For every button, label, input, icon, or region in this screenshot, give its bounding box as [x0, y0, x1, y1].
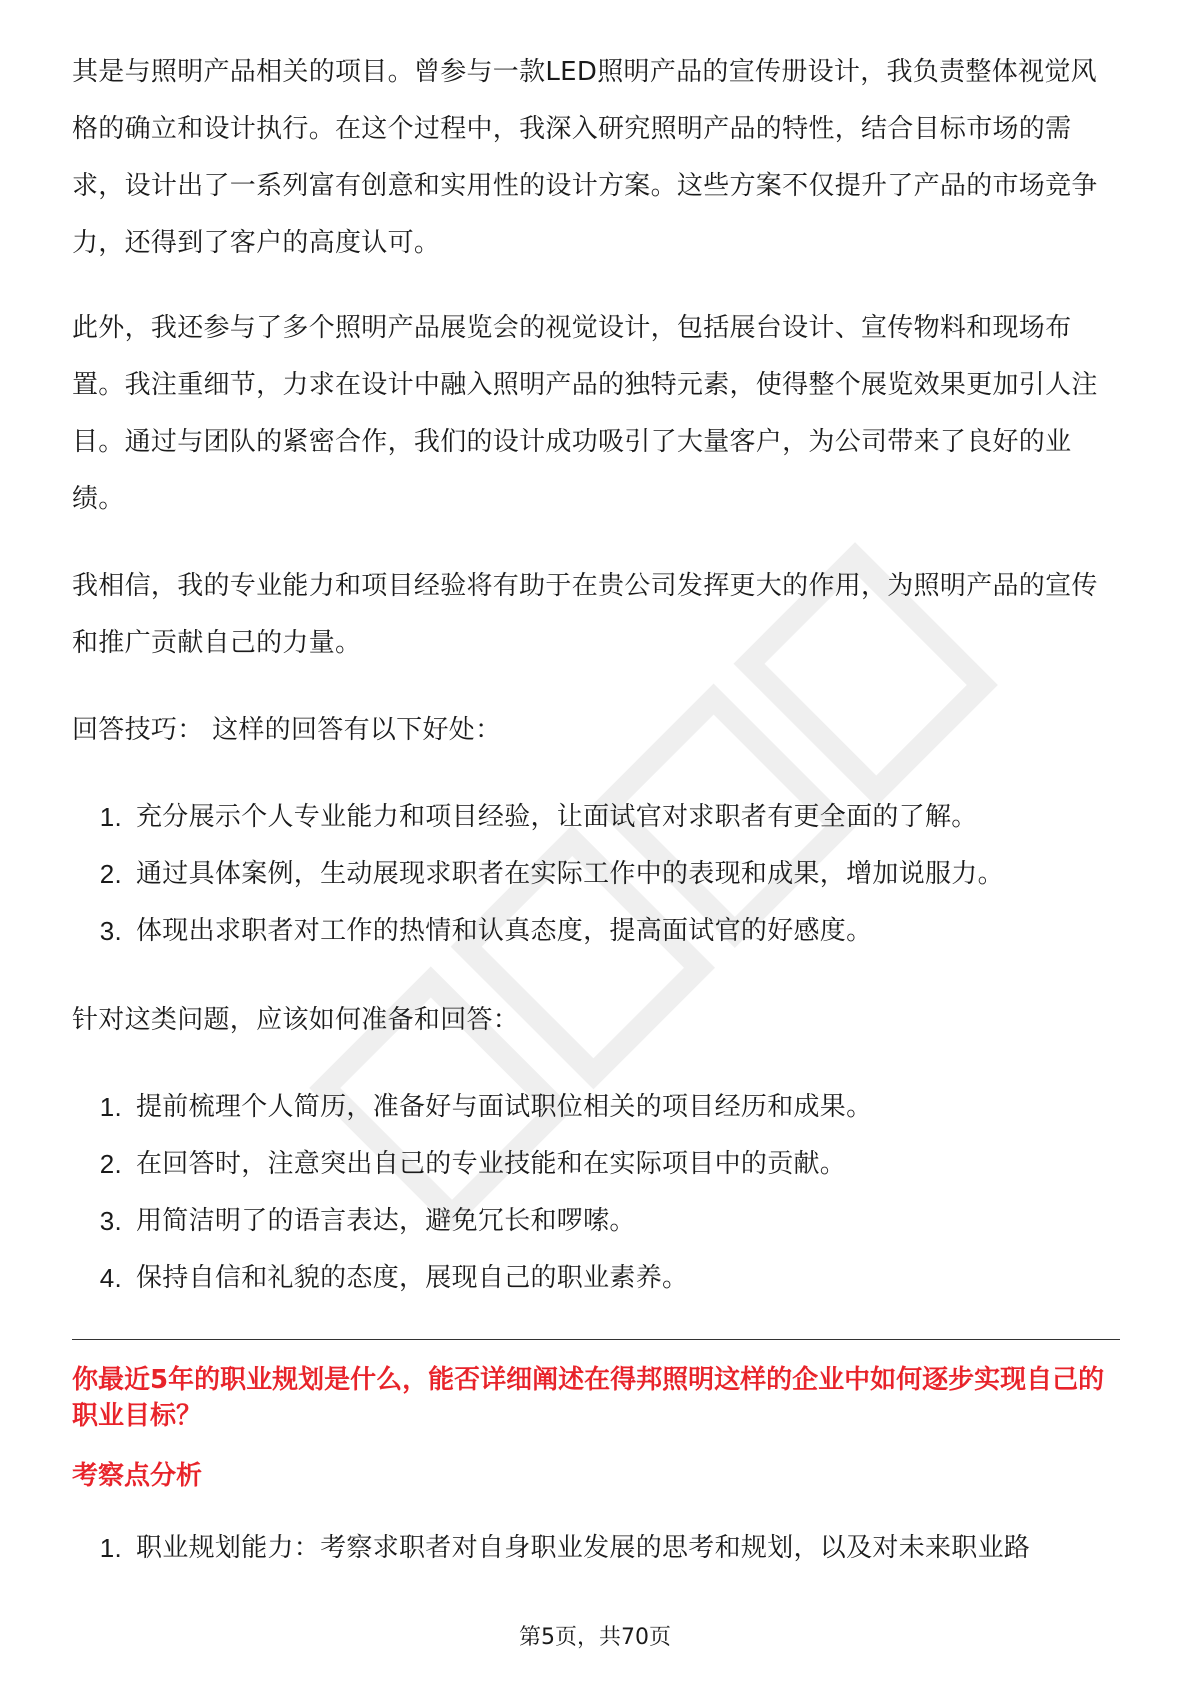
- list-number: 2.: [99, 859, 122, 889]
- list-text: 保持自信和礼貌的态度，展现自己的职业素养。: [136, 1263, 689, 1293]
- document-page: [72, 44, 1120, 1609]
- list-item: [72, 1250, 1120, 1307]
- page-number-footer: 第5页，共70页: [519, 1625, 671, 1650]
- list-item: [72, 789, 1120, 846]
- list-number: 4.: [99, 1263, 122, 1293]
- prepare-heading: 针对这类问题，应该如何准备和回答：: [72, 1005, 520, 1035]
- list-item: [72, 846, 1120, 903]
- list-item: [72, 1079, 1120, 1136]
- body-paragraph-3: 我相信，我的专业能力和项目经验将有助于在贵公司发挥更大的作用，为照明产品的宣传和推广贡献自己的力量。: [72, 571, 1098, 658]
- list-item: [72, 1520, 1120, 1577]
- list-number: 1.: [99, 802, 122, 832]
- list-text: 职业规划能力：考察求职者对自身职业发展的思考和规划，以及对未来职业路: [136, 1533, 1031, 1563]
- tips-list: [72, 789, 1120, 960]
- body-paragraph-1: 其是与照明产品相关的项目。曾参与一款LED照明产品的宣传册设计，我负责整体视觉风格的确立和设计执行。在这个过程中，我深入研究照明产品的特性，结合目标市场的需求，设计出了一系列富有创意和实用性的设计方案。这些方案不仅提升了产品的市场竞争力，还得到了客户的高度认可。: [72, 57, 1098, 258]
- list-text: 充分展示个人专业能力和项目经验，让面试官对求职者有更全面的了解。: [136, 802, 978, 832]
- question-title: 你最近5年的职业规划是什么，能否详细阐述在得邦照明这样的企业中如何逐步实现自己的职业目标？: [72, 1365, 1105, 1431]
- list-text: 体现出求职者对工作的热情和认真态度，提高面试官的好感度。: [136, 916, 873, 946]
- list-item: [72, 1136, 1120, 1193]
- section-divider: [72, 1339, 1120, 1340]
- list-number: 1.: [99, 1533, 122, 1563]
- list-text: 在回答时，注意突出自己的专业技能和在实际项目中的贡献。: [136, 1149, 847, 1179]
- list-number: 2.: [99, 1149, 122, 1179]
- list-text: 通过具体案例，生动展现求职者在实际工作中的表现和成果，增加说服力。: [136, 859, 1004, 889]
- list-text: 用简洁明了的语言表达，避免冗长和啰嗦。: [136, 1206, 636, 1236]
- list-item: [72, 903, 1120, 960]
- list-text: 提前梳理个人简历，准备好与面试职位相关的项目经历和成果。: [136, 1092, 873, 1122]
- list-number: 3.: [99, 1206, 122, 1236]
- tips-heading: 回答技巧： 这样的回答有以下好处：: [72, 715, 502, 745]
- list-number: 1.: [99, 1092, 122, 1122]
- analysis-list: [72, 1520, 1120, 1577]
- list-item: [72, 1193, 1120, 1250]
- analysis-heading: 考察点分析: [72, 1461, 203, 1491]
- list-number: 3.: [99, 916, 122, 946]
- body-paragraph-2: 此外，我还参与了多个照明产品展览会的视觉设计，包括展台设计、宣传物料和现场布置。我注重细节，力求在设计中融入照明产品的独特元素，使得整个展览效果更加引人注目。通过与团队的紧密合作，我们的设计成功吸引了大量客户，为公司带来了良好的业绩。: [72, 313, 1098, 514]
- prepare-list: [72, 1079, 1120, 1307]
